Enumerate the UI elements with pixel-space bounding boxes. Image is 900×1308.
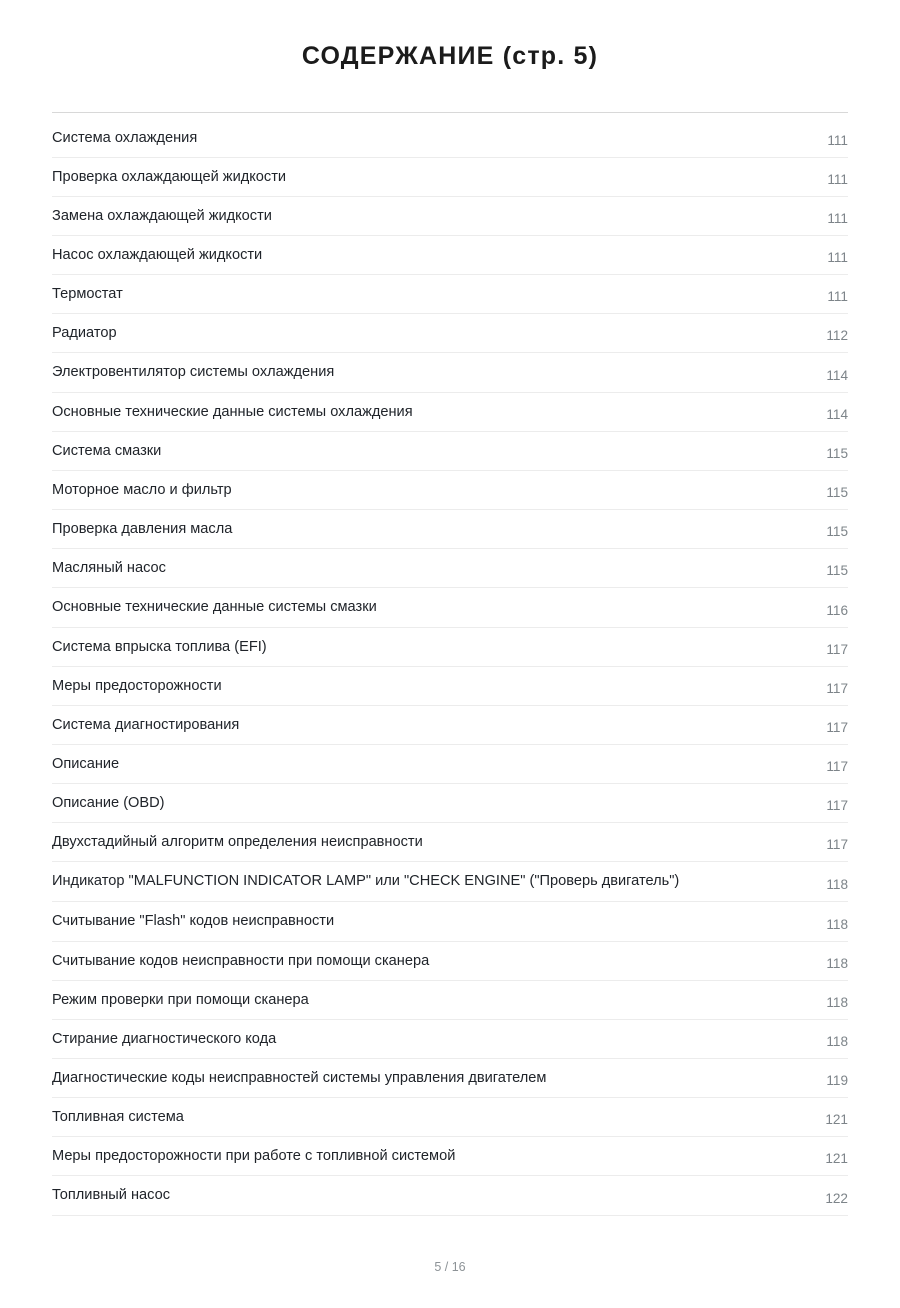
toc-entry-label: Меры предосторожности при работе с топливной системой (52, 1148, 456, 1165)
toc-entry-page: 116 (826, 602, 848, 618)
toc-entry[interactable] (52, 432, 848, 471)
toc-entry-page: 122 (825, 1190, 848, 1206)
toc-entry-page: 111 (827, 250, 848, 266)
toc-entry-label: Система смазки (52, 442, 162, 459)
toc-entry-label: Замена охлаждающей жидкости (52, 207, 272, 224)
toc-entry-label: Меры предосторожности (52, 677, 222, 694)
toc-entry-label: Индикатор "MALFUNCTION INDICATOR LAMP" или "CHECK ENGINE" ("Проверь двигатель") (52, 873, 680, 890)
toc-entry-page: 118 (826, 994, 848, 1010)
toc-entry-page: 114 (826, 367, 848, 383)
toc-entry-label: Моторное масло и фильтр (52, 481, 232, 498)
toc-entry[interactable] (52, 549, 848, 588)
toc-entry[interactable] (52, 1098, 848, 1137)
toc-entry-label: Электровентилятор системы охлаждения (52, 364, 335, 381)
toc-entry-page: 119 (826, 1073, 848, 1089)
toc-entry[interactable] (52, 823, 848, 862)
toc-entry[interactable] (52, 902, 848, 941)
toc-entry[interactable] (52, 158, 848, 197)
toc-entry-page: 121 (825, 1151, 848, 1167)
toc-entry-page: 118 (826, 916, 848, 932)
toc-entry[interactable] (52, 588, 848, 627)
toc-entry-page: 115 (826, 445, 848, 461)
toc-entry-label: Считывание кодов неисправности при помощи сканера (52, 952, 430, 969)
toc-entry-label: Основные технические данные системы охлаждения (52, 403, 413, 420)
toc-entry[interactable] (52, 393, 848, 432)
toc-entry-page: 121 (825, 1112, 848, 1128)
toc-entry[interactable] (52, 119, 848, 158)
toc-entry[interactable] (52, 1020, 848, 1059)
toc-entry-label: Описание (52, 756, 120, 772)
toc-entry[interactable] (52, 942, 848, 981)
toc-entry-page: 118 (826, 955, 848, 971)
toc-entry[interactable] (52, 1176, 848, 1215)
toc-entry[interactable] (52, 745, 848, 784)
toc-entry[interactable] (52, 510, 848, 549)
toc-entry-label: Система диагностирования (52, 716, 240, 733)
toc-entry-page: 111 (827, 132, 848, 148)
toc-entry-page: 111 (827, 289, 848, 305)
toc-entry-page: 111 (827, 171, 848, 187)
toc-entry-page: 117 (826, 680, 848, 696)
toc-entry[interactable] (52, 275, 848, 314)
toc-entry[interactable] (52, 471, 848, 510)
title-divider (52, 112, 848, 113)
toc-entry-page: 117 (826, 759, 848, 775)
toc-entry-page: 118 (826, 877, 848, 893)
toc-entry-page: 117 (826, 798, 848, 814)
toc-entry-label: Масляный насос (52, 560, 166, 577)
toc-entry-label: Насос охлаждающей жидкости (52, 246, 263, 263)
toc-entry-label: Проверка давления масла (52, 521, 233, 538)
toc-entry-label: Топливная система (52, 1109, 184, 1126)
toc-entry[interactable] (52, 628, 848, 667)
page-footer: 5 / 16 (434, 1259, 466, 1274)
toc-entry[interactable] (52, 784, 848, 823)
toc-entry-label: Топливный насос (52, 1187, 171, 1204)
toc-entry-label: Проверка охлаждающей жидкости (52, 168, 287, 185)
toc-entry[interactable] (52, 1059, 848, 1098)
page-title: СОДЕРЖАНИЕ (стр. 5) (301, 42, 599, 70)
toc-entry-page: 117 (826, 720, 848, 735)
toc-entry-page: 115 (826, 485, 848, 501)
toc-entry-page: 115 (826, 563, 848, 579)
toc-entry[interactable] (52, 197, 848, 236)
toc-entry-label: Режим проверки при помощи сканера (52, 991, 309, 1008)
toc-entry-label: Система охлаждения (52, 129, 198, 146)
toc-entry[interactable] (52, 706, 848, 745)
table-of-contents (52, 119, 848, 1216)
toc-entry-page: 114 (826, 406, 848, 422)
toc-entry-label: Основные технические данные системы смазки (52, 599, 377, 616)
toc-entry-label: Двухстадийный алгоритм определения неисправности (52, 834, 423, 851)
toc-entry[interactable] (52, 1137, 848, 1176)
toc-entry-label: Диагностические коды неисправностей системы управления двигателем (52, 1069, 547, 1086)
toc-entry-page: 117 (826, 837, 848, 853)
toc-entry-page: 118 (826, 1033, 848, 1049)
toc-entry[interactable] (52, 862, 848, 902)
toc-entry-label: Считывание "Flash" кодов неисправности (52, 913, 335, 930)
toc-entry[interactable] (52, 353, 848, 392)
toc-entry-page: 112 (826, 328, 848, 344)
toc-entry-label: Радиатор (52, 325, 117, 342)
toc-entry-label: Стирание диагностического кода (52, 1030, 277, 1047)
toc-entry-page: 117 (826, 641, 848, 657)
toc-entry[interactable] (52, 314, 848, 353)
toc-entry-page: 115 (826, 524, 848, 540)
toc-entry-label: Система впрыска топлива (EFI) (52, 638, 267, 655)
toc-entry-page: 111 (827, 210, 848, 226)
toc-entry-label: Термостат (52, 286, 123, 303)
toc-entry[interactable] (52, 236, 848, 275)
toc-entry[interactable] (52, 981, 848, 1020)
toc-entry-label: Описание (OBD) (52, 795, 165, 812)
toc-entry[interactable] (52, 667, 848, 706)
